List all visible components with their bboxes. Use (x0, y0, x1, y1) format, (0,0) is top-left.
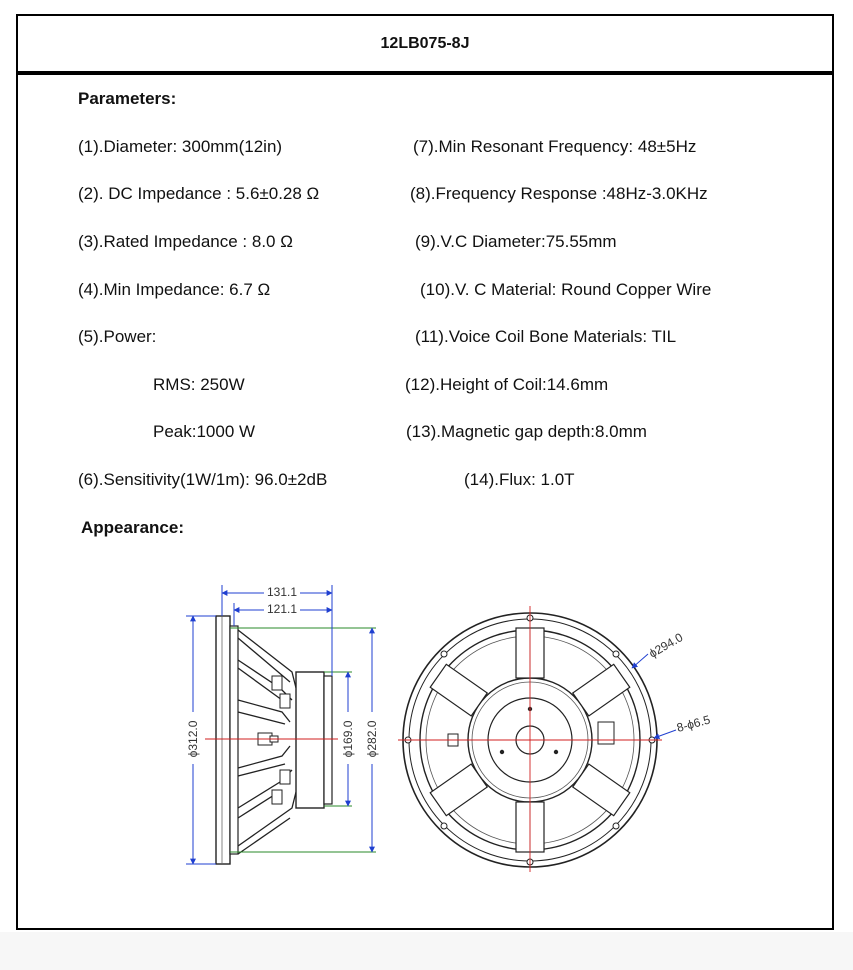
dim-overall-diameter: ϕ312.0 (186, 720, 200, 758)
param-flux: (14).Flux: 1.0T (464, 470, 575, 489)
param-vc-material: (10).V. C Material: Round Copper Wire (420, 280, 712, 299)
dim-depth-basket: 121.1 (266, 602, 298, 616)
dim-depth-total: 131.1 (266, 585, 298, 599)
param-magnetic-gap-depth: (13).Magnetic gap depth:8.0mm (406, 422, 647, 441)
param-rated-impedance: (3).Rated Impedance : 8.0 Ω (78, 232, 293, 251)
magnet-assembly (296, 672, 324, 808)
dim-mount-holes: 8-ϕ6.5 (675, 712, 712, 735)
rear-view (398, 606, 712, 872)
param-dc-impedance: (2). DC Impedance : 5.6±0.28 Ω (78, 184, 320, 203)
appearance-heading: Appearance: (81, 518, 184, 537)
param-power-peak: Peak:1000 W (153, 422, 256, 441)
page-footer-shade (0, 932, 853, 970)
param-min-impedance: (4).Min Impedance: 6.7 Ω (78, 280, 271, 299)
side-view (186, 585, 379, 864)
front-flange (216, 616, 230, 864)
dim-magnet-diameter: ϕ169.0 (341, 720, 355, 758)
param-vc-diameter: (9).V.C Diameter:75.55mm (415, 232, 617, 251)
param-min-resonant-frequency: (7).Min Resonant Frequency: 48±5Hz (413, 137, 697, 156)
param-coil-bone-material: (11).Voice Coil Bone Materials: TIL (415, 327, 677, 346)
param-sensitivity: (6).Sensitivity(1W/1m): 96.0±2dB (78, 470, 328, 489)
parameters-heading: Parameters: (78, 89, 177, 108)
param-frequency-response: (8).Frequency Response :48Hz-3.0KHz (410, 184, 708, 203)
dim-baffle-diameter: ϕ282.0 (365, 720, 379, 758)
model-title: 12LB075-8J (380, 34, 470, 52)
dim-bolt-circle: ϕ294.0 (646, 630, 686, 661)
param-power: (5).Power: (78, 327, 157, 346)
param-diameter: (1).Diameter: 300mm(12in) (78, 137, 283, 156)
param-power-rms: RMS: 250W (153, 375, 245, 394)
param-coil-height: (12).Height of Coil:14.6mm (405, 375, 609, 394)
